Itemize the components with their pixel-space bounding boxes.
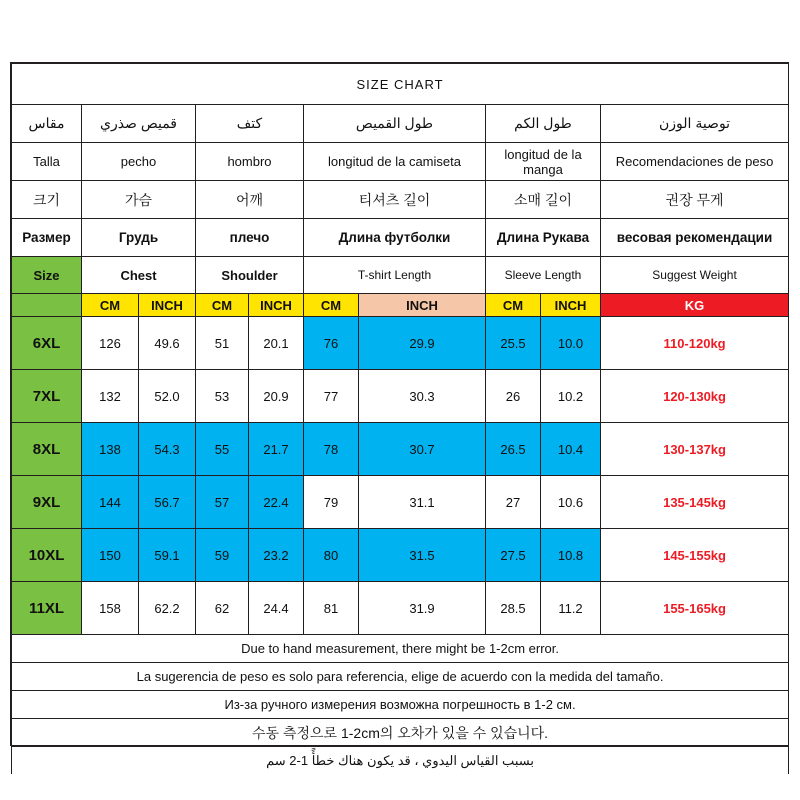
note-korean: 수동 측정으로 1-2cm의 오차가 있을 수 있습니다.	[12, 719, 789, 747]
cell-size: 11XL	[12, 582, 82, 635]
label-size-english: Size	[12, 257, 82, 294]
cell-chest-inch: 54.3	[139, 423, 196, 476]
cell-sleeve-inch: 10.0	[541, 317, 601, 370]
unit-spacer	[12, 294, 82, 317]
table-row	[12, 317, 789, 370]
cell-sleeve-inch: 10.8	[541, 529, 601, 582]
unit-length-inch: INCH	[359, 294, 486, 317]
note-russian: Из-за ручного измерения возможна погрешность в 1-2 см.	[12, 691, 789, 719]
cell-sleeve-inch: 10.2	[541, 370, 601, 423]
unit-chest-inch: INCH	[139, 294, 196, 317]
cell-shoulder-inch: 24.4	[249, 582, 304, 635]
language-row-russian	[12, 219, 789, 257]
cell-weight: 130-137kg	[601, 423, 789, 476]
cell-size: 9XL	[12, 476, 82, 529]
size-chart-table	[11, 63, 789, 774]
note-row-arabic	[12, 747, 789, 775]
label-weight-spanish: Recomendaciones de peso	[601, 143, 789, 181]
label-weight-english: Suggest Weight	[601, 257, 789, 294]
label-weight-korean: 권장 무게	[601, 181, 789, 219]
cell-sleeve-cm: 28.5	[486, 582, 541, 635]
cell-size: 8XL	[12, 423, 82, 476]
label-size-korean: 크기	[12, 181, 82, 219]
note-row-english	[12, 635, 789, 663]
label-chest-english: Chest	[82, 257, 196, 294]
cell-weight: 145-155kg	[601, 529, 789, 582]
language-row-english	[12, 257, 789, 294]
table-row	[12, 582, 789, 635]
cell-weight: 110-120kg	[601, 317, 789, 370]
label-sleeve-korean: 소매 길이	[486, 181, 601, 219]
cell-sleeve-cm: 27	[486, 476, 541, 529]
cell-length-inch: 31.1	[359, 476, 486, 529]
cell-length-cm: 79	[304, 476, 359, 529]
note-spanish: La sugerencia de peso es solo para referencia, elige de acuerdo con la medida del tamaño.	[12, 663, 789, 691]
label-chest-korean: 가슴	[82, 181, 196, 219]
note-row-korean	[12, 719, 789, 747]
label-size-spanish: Talla	[12, 143, 82, 181]
cell-shoulder-inch: 21.7	[249, 423, 304, 476]
cell-shoulder-cm: 53	[196, 370, 249, 423]
language-row-spanish	[12, 143, 789, 181]
cell-chest-inch: 49.6	[139, 317, 196, 370]
label-shoulder-korean: 어깨	[196, 181, 304, 219]
cell-shoulder-cm: 55	[196, 423, 249, 476]
unit-length-cm: CM	[304, 294, 359, 317]
cell-shoulder-inch: 20.1	[249, 317, 304, 370]
cell-sleeve-cm: 27.5	[486, 529, 541, 582]
cell-length-inch: 30.3	[359, 370, 486, 423]
label-chest-spanish: pecho	[82, 143, 196, 181]
label-shoulder-russian: плечо	[196, 219, 304, 257]
cell-length-cm: 80	[304, 529, 359, 582]
label-sleeve-spanish: longitud de la manga	[486, 143, 601, 181]
cell-length-inch: 29.9	[359, 317, 486, 370]
cell-sleeve-inch: 11.2	[541, 582, 601, 635]
cell-chest-cm: 138	[82, 423, 139, 476]
label-weight-russian: весовая рекомендации	[601, 219, 789, 257]
chart-title: SIZE CHART	[12, 64, 789, 105]
label-length-arabic: طول القميص	[304, 105, 486, 143]
cell-shoulder-inch: 22.4	[249, 476, 304, 529]
cell-chest-cm: 132	[82, 370, 139, 423]
cell-length-cm: 77	[304, 370, 359, 423]
label-size-arabic: مقاس	[12, 105, 82, 143]
unit-chest-cm: CM	[82, 294, 139, 317]
cell-shoulder-cm: 57	[196, 476, 249, 529]
cell-sleeve-cm: 26	[486, 370, 541, 423]
label-sleeve-english: Sleeve Length	[486, 257, 601, 294]
cell-chest-inch: 52.0	[139, 370, 196, 423]
cell-size: 7XL	[12, 370, 82, 423]
label-length-russian: Длина футболки	[304, 219, 486, 257]
unit-shoulder-inch: INCH	[249, 294, 304, 317]
table-row	[12, 423, 789, 476]
table-row	[12, 529, 789, 582]
cell-chest-cm: 144	[82, 476, 139, 529]
cell-weight: 155-165kg	[601, 582, 789, 635]
cell-shoulder-inch: 23.2	[249, 529, 304, 582]
cell-shoulder-cm: 62	[196, 582, 249, 635]
cell-length-inch: 30.7	[359, 423, 486, 476]
cell-sleeve-inch: 10.4	[541, 423, 601, 476]
label-weight-arabic: توصية الوزن	[601, 105, 789, 143]
label-length-spanish: longitud de la camiseta	[304, 143, 486, 181]
cell-chest-inch: 56.7	[139, 476, 196, 529]
table-row	[12, 370, 789, 423]
label-size-russian: Размер	[12, 219, 82, 257]
note-arabic: بسبب القياس اليدوي ، قد يكون هناك خطأً 1-2 سم	[12, 747, 789, 775]
cell-length-cm: 76	[304, 317, 359, 370]
note-english: Due to hand measurement, there might be 1-2cm error.	[12, 635, 789, 663]
language-row-arabic	[12, 105, 789, 143]
unit-weight-kg: KG	[601, 294, 789, 317]
cell-weight: 135-145kg	[601, 476, 789, 529]
cell-chest-cm: 158	[82, 582, 139, 635]
size-chart-container	[10, 62, 789, 768]
label-shoulder-spanish: hombro	[196, 143, 304, 181]
label-chest-russian: Грудь	[82, 219, 196, 257]
cell-sleeve-cm: 26.5	[486, 423, 541, 476]
cell-sleeve-inch: 10.6	[541, 476, 601, 529]
cell-chest-inch: 62.2	[139, 582, 196, 635]
cell-length-inch: 31.5	[359, 529, 486, 582]
label-shoulder-english: Shoulder	[196, 257, 304, 294]
cell-weight: 120-130kg	[601, 370, 789, 423]
cell-shoulder-inch: 20.9	[249, 370, 304, 423]
cell-shoulder-cm: 51	[196, 317, 249, 370]
label-shoulder-arabic: كتف	[196, 105, 304, 143]
label-length-korean: 티셔츠 길이	[304, 181, 486, 219]
unit-shoulder-cm: CM	[196, 294, 249, 317]
label-sleeve-arabic: طول الكم	[486, 105, 601, 143]
cell-chest-inch: 59.1	[139, 529, 196, 582]
cell-size: 6XL	[12, 317, 82, 370]
cell-length-inch: 31.9	[359, 582, 486, 635]
unit-sleeve-inch: INCH	[541, 294, 601, 317]
label-sleeve-russian: Длина Рукава	[486, 219, 601, 257]
unit-row	[12, 294, 789, 317]
cell-length-cm: 81	[304, 582, 359, 635]
cell-chest-cm: 150	[82, 529, 139, 582]
cell-shoulder-cm: 59	[196, 529, 249, 582]
cell-sleeve-cm: 25.5	[486, 317, 541, 370]
note-row-spanish	[12, 663, 789, 691]
note-row-russian	[12, 691, 789, 719]
label-chest-arabic: قمیص صذري	[82, 105, 196, 143]
cell-chest-cm: 126	[82, 317, 139, 370]
table-row	[12, 476, 789, 529]
title-row	[12, 64, 789, 105]
unit-sleeve-cm: CM	[486, 294, 541, 317]
cell-size: 10XL	[12, 529, 82, 582]
language-row-korean	[12, 181, 789, 219]
cell-length-cm: 78	[304, 423, 359, 476]
label-length-english: T-shirt Length	[304, 257, 486, 294]
